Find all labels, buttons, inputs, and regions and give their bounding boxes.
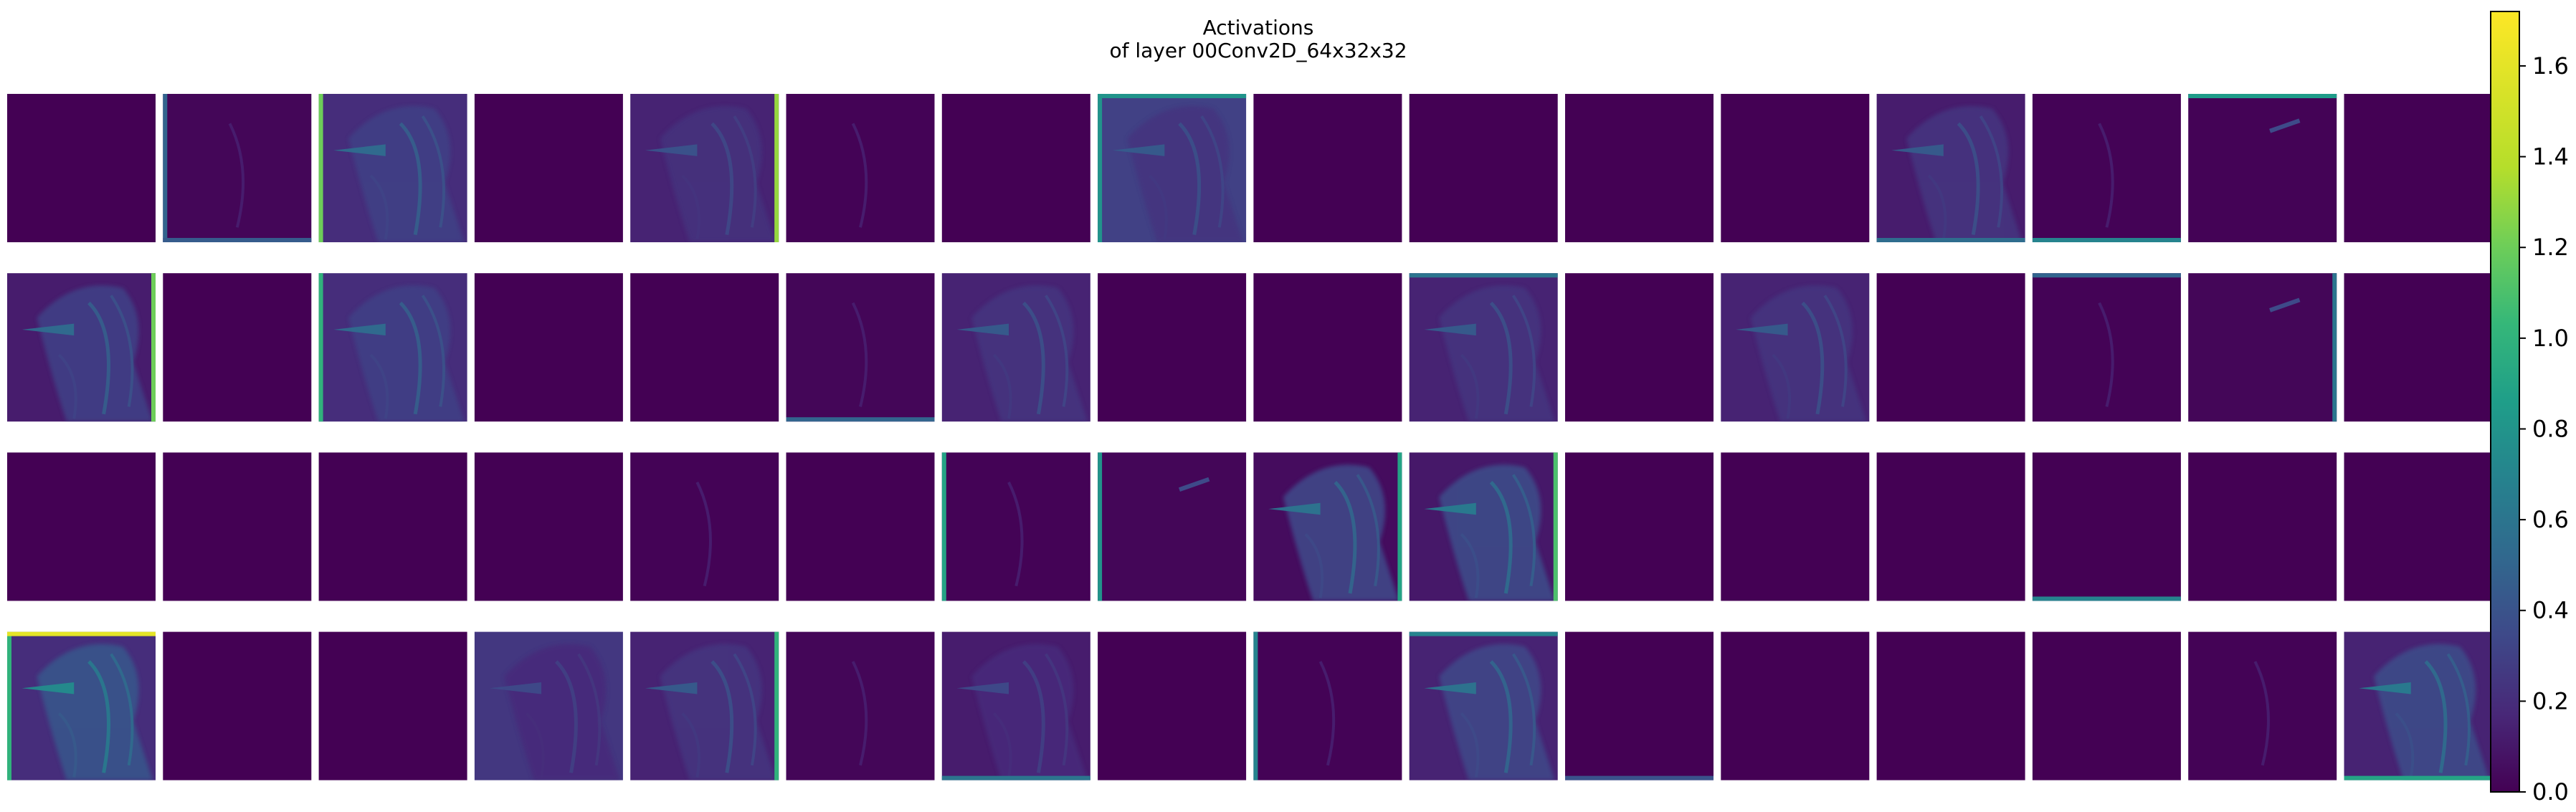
panel-background [1410, 94, 1558, 242]
activation-panel [1410, 94, 1558, 242]
activation-panel [630, 632, 779, 780]
activation-panel [1098, 632, 1246, 780]
edge-left [1098, 94, 1102, 242]
panel-background [163, 273, 311, 421]
activation-panel [1877, 632, 2025, 780]
activation-panel [7, 632, 156, 780]
activation-panel [2033, 632, 2181, 780]
edge-top [1098, 94, 1246, 98]
edge-bottom [1877, 238, 2025, 242]
activation-panel [2188, 452, 2337, 601]
edge-left [163, 94, 167, 242]
panel-background [630, 452, 779, 601]
activation-panel [1877, 94, 2025, 242]
activation-panel [319, 632, 467, 780]
activation-panel [319, 94, 467, 242]
activation-panel [786, 632, 935, 780]
activation-panel [2344, 632, 2493, 780]
colorbar-tick-label: 0.4 [2532, 596, 2569, 624]
activation-panel [1410, 632, 1558, 780]
colorbar-tick-label: 1.0 [2532, 324, 2569, 352]
panel-background [1721, 632, 1869, 780]
colorbar-tick-label: 0.6 [2532, 506, 2569, 534]
activation-panel [319, 452, 467, 601]
activation-panel [786, 273, 935, 421]
activation-panel [1877, 273, 2025, 421]
panel-background [7, 452, 156, 601]
colorbar-tick-label: 1.4 [2532, 143, 2569, 171]
edge-bottom [786, 417, 935, 421]
activation-panel [163, 94, 311, 242]
activation-panel [163, 273, 311, 421]
panel-background [786, 632, 935, 780]
panel-background [786, 94, 935, 242]
panel-background [475, 94, 623, 242]
edge-top [1410, 273, 1558, 277]
edge-right [1397, 452, 1402, 601]
panel-background [1253, 632, 1402, 780]
edge-bottom [2344, 776, 2493, 780]
activation-panel [2033, 94, 2181, 242]
activation-panel [942, 94, 1090, 242]
activation-panel [1721, 273, 1869, 421]
colorbar-tick-label: 0.2 [2532, 687, 2569, 715]
activation-panel [1721, 452, 1869, 601]
activation-panel [475, 273, 623, 421]
edge-left [7, 632, 11, 780]
panel-background [2033, 94, 2181, 242]
edge-left [319, 94, 323, 242]
activation-panel [786, 94, 935, 242]
activation-panel [1098, 273, 1246, 421]
activation-panel [1565, 94, 1714, 242]
panel-background [2344, 452, 2493, 601]
activation-panel [2344, 273, 2493, 421]
activation-panel [1098, 94, 1246, 242]
panel-background [1098, 632, 1246, 780]
edge-bottom [942, 776, 1090, 780]
colorbar-tick-label: 1.6 [2532, 52, 2569, 80]
panel-background [2188, 273, 2337, 421]
panel-background [319, 632, 467, 780]
activation-panel [942, 452, 1090, 601]
activation-panel [2344, 452, 2493, 601]
activation-panel [163, 452, 311, 601]
edge-right [774, 94, 779, 242]
activation-panel [475, 632, 623, 780]
edge-right [2332, 273, 2337, 421]
edge-top [1410, 632, 1558, 636]
panel-background [630, 273, 779, 421]
activation-panel [475, 94, 623, 242]
activation-panel [475, 452, 623, 601]
panel-background [163, 632, 311, 780]
panel-background [2033, 632, 2181, 780]
activation-panel [630, 273, 779, 421]
activation-panel [7, 452, 156, 601]
activation-panel [2033, 452, 2181, 601]
edge-top [2033, 273, 2181, 277]
activation-panel [319, 273, 467, 421]
panel-background [1098, 273, 1246, 421]
panel-background [942, 94, 1090, 242]
chart-subtitle: of layer 00Conv2D_64x32x32 [1109, 39, 1407, 62]
activation-panel [1721, 632, 1869, 780]
colorbar-tick-label: 0.0 [2532, 778, 2569, 806]
panel-background [163, 452, 311, 601]
activation-panel [2344, 94, 2493, 242]
panel-background [2344, 273, 2493, 421]
colorbar-tick-label: 0.8 [2532, 415, 2569, 443]
edge-top [2188, 94, 2337, 98]
edge-left [1253, 632, 1258, 780]
colorbar [2491, 11, 2569, 806]
activation-panel [942, 273, 1090, 421]
activation-panel [2188, 632, 2337, 780]
activation-panel [2188, 273, 2337, 421]
chart-title: Activations [1202, 16, 1314, 39]
panel-background [475, 273, 623, 421]
activation-panel [1721, 94, 1869, 242]
panel-background [1565, 452, 1714, 601]
activation-panel [630, 452, 779, 601]
activation-panel [1410, 273, 1558, 421]
panel-background [2188, 632, 2337, 780]
panel-background [1565, 632, 1714, 780]
panel-background [319, 452, 467, 601]
panel-background [163, 94, 311, 242]
edge-right [1554, 452, 1558, 601]
edge-bottom [2033, 596, 2181, 601]
panel-background [2344, 94, 2493, 242]
panel-background [1253, 94, 1402, 242]
edge-left [319, 273, 323, 421]
activation-panel [942, 632, 1090, 780]
panel-background [1721, 94, 1869, 242]
panel-background [2033, 452, 2181, 601]
panel-background [1253, 273, 1402, 421]
panel-background [1721, 452, 1869, 601]
activation-panel [1253, 452, 1402, 601]
panel-background [942, 452, 1090, 601]
edge-top [7, 632, 156, 636]
panel-background [1098, 452, 1246, 601]
activation-panel [2033, 273, 2181, 421]
edge-bottom [1565, 776, 1714, 780]
activation-panel [630, 94, 779, 242]
activation-panel [1565, 632, 1714, 780]
activation-panel [786, 452, 935, 601]
edge-bottom [2033, 238, 2181, 242]
edge-bottom [163, 238, 311, 242]
panel-background [2033, 273, 2181, 421]
activation-panel [163, 632, 311, 780]
panel-background [475, 452, 623, 601]
colorbar-tick-label: 1.2 [2532, 234, 2569, 262]
activation-panel [1098, 452, 1246, 601]
panel-background [2188, 452, 2337, 601]
activation-panel [1565, 452, 1714, 601]
panel-background [1877, 452, 2025, 601]
panel-background [1565, 94, 1714, 242]
activation-grid [7, 94, 2493, 780]
edge-left [1098, 452, 1102, 601]
panel-background [1877, 273, 2025, 421]
panel-background [2188, 94, 2337, 242]
activation-panel [2188, 94, 2337, 242]
panel-background [7, 94, 156, 242]
activation-panel [1565, 273, 1714, 421]
activation-panel [1410, 452, 1558, 601]
edge-right [151, 273, 156, 421]
activation-panel [1253, 273, 1402, 421]
edge-left [942, 452, 946, 601]
panel-background [786, 273, 935, 421]
activation-panel [1253, 94, 1402, 242]
activation-panel [7, 273, 156, 421]
activation-panel [1253, 632, 1402, 780]
colorbar-ticks [2519, 52, 2569, 806]
edge-right [774, 632, 779, 780]
activation-panel [7, 94, 156, 242]
panel-background [1565, 273, 1714, 421]
panel-background [1877, 632, 2025, 780]
panel-background [786, 452, 935, 601]
colorbar-gradient [2491, 11, 2519, 792]
activation-panel [1877, 452, 2025, 601]
